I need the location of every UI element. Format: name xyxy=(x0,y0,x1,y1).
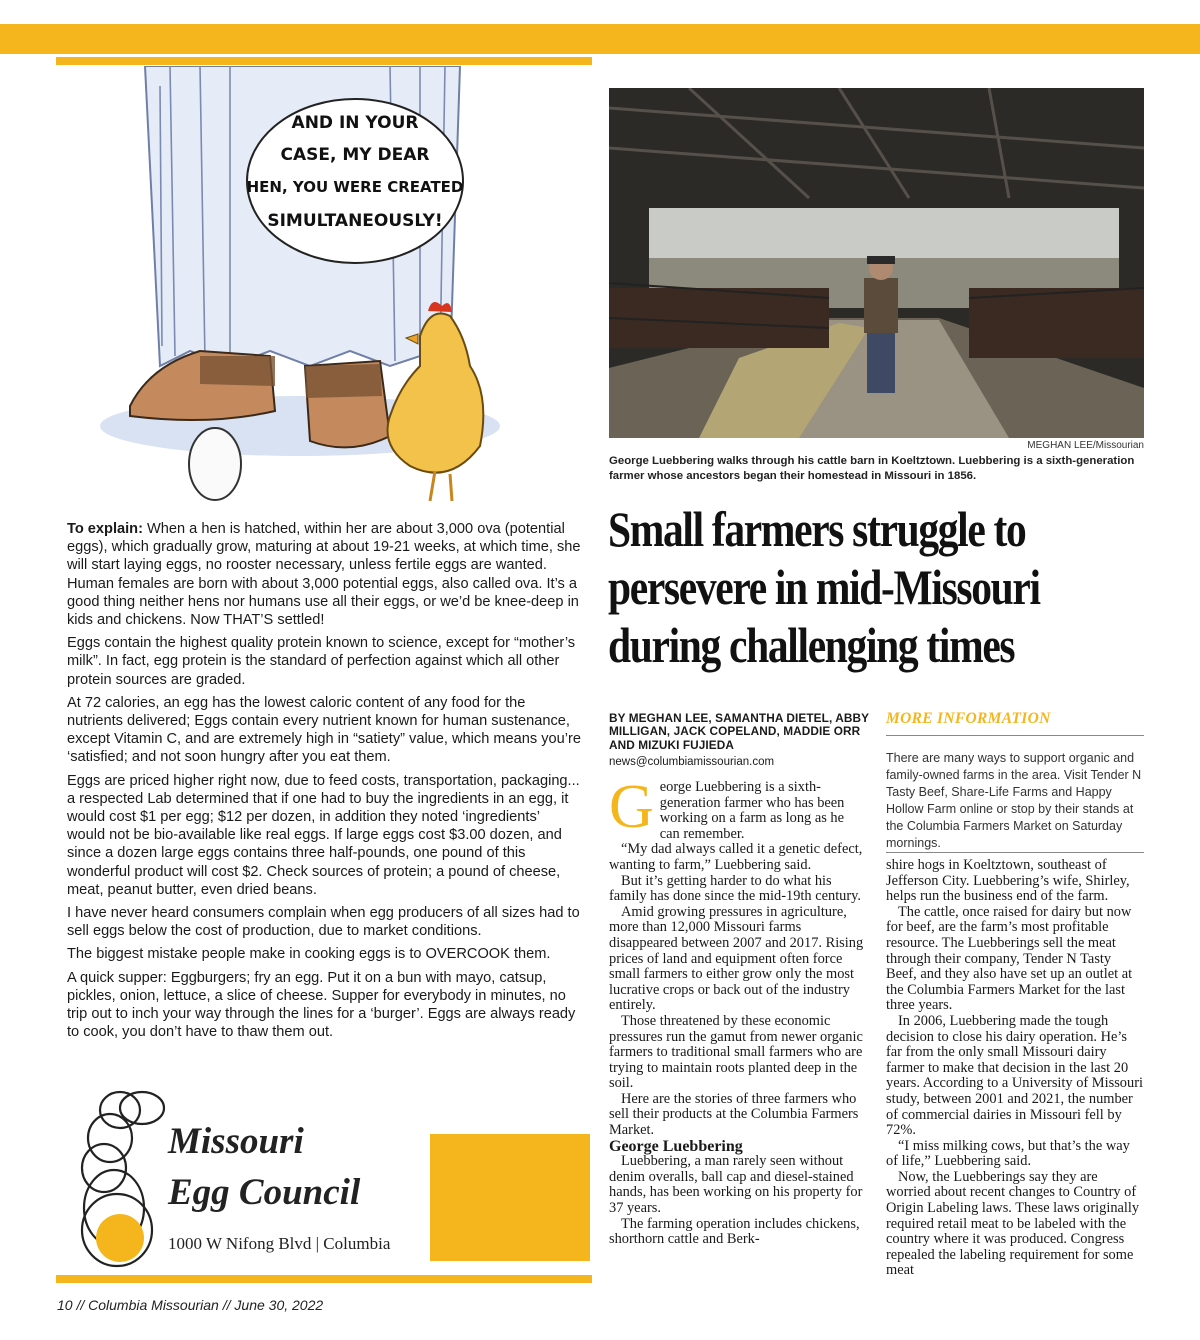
article-col2-paragraph-5: Now, the Luebberings say they are worried about recent changes to Country of Origin Labeling laws. These laws originally required retail meat to be labeled with the country where it was produced. Congress repealed the labeling requirement for some meat xyxy=(886,1168,1140,1279)
explain-lead-label: To explain: xyxy=(67,521,143,537)
article-paragraph-2: “My dad always called it a genetic defect, wanting to farm,” Luebbering said. xyxy=(609,841,863,873)
article-paragraph-8: The farming operation includes chickens, shorthorn cattle and Berk- xyxy=(609,1215,860,1248)
article-col2-paragraph-3: In 2006, Luebbering made the tough decision to close his dairy operation. He’s far from the only small Missouri dairy farmer to make that decision in the last 20 years. According to a University of Missouri study, between 2001 and 2021, the number of commercial dairies in Missouri fell by 72%. xyxy=(886,1012,1143,1139)
explain-paragraph-2: Eggs contain the highest quality protein known to science, except for “mother’s milk”. In fact, egg protein is the standard of perfection against which all other protein sources are graded. xyxy=(67,635,576,688)
barn-photo xyxy=(609,88,1144,438)
explain-paragraph-3: At 72 calories, an egg has the lowest caloric content of any food for the nutrients delivered; Eggs contain every nutrient known for human sustenance, except Vitamin C, and are extremely high in “satiety” value, which means you’re ‘satisfied; and not soon hungry after you eat them. xyxy=(67,694,581,766)
speech-line-1: AND IN YOUR xyxy=(291,113,419,133)
left-column-bottom-rule xyxy=(56,1275,592,1283)
drop-cap: G xyxy=(609,773,654,841)
page-footer: 10 // Columbia Missourian // June 30, 2022 xyxy=(57,1297,324,1313)
more-info-bottom-rule xyxy=(886,852,1144,853)
left-column-top-rule xyxy=(56,57,592,65)
speech-line-2: CASE, MY DEAR xyxy=(280,145,430,165)
explain-paragraph-7: A quick supper: Eggburgers; fry an egg. Put it on a bun with mayo, catsup, pickles, onion, lettuce, a slice of cheese. Supper for everybody in minutes, no trip out to inch your way through the lines for a ‘burger’. Eggs are always ready to cook, you don’t have to thaw them out. xyxy=(67,969,576,1041)
photo-credit: MEGHAN LEE/Missourian xyxy=(1027,440,1144,451)
article-col2-paragraph-1: shire hogs in Koeltztown, southeast of Jefferson City. Luebbering’s wife, Shirley, helps run the business end of the farm. xyxy=(886,857,1130,905)
article-column-2 xyxy=(886,858,1144,1279)
ad-name-line-2: Egg Council xyxy=(168,1172,361,1213)
speech-line-3: HEN, YOU WERE CREATED xyxy=(246,178,464,196)
article-paragraph-7: Luebbering, a man rarely seen without denim overalls, ball cap and diesel-stained hands, has been working on his property for 37 years. xyxy=(609,1153,863,1217)
article-col2-paragraph-2: The cattle, once raised for dairy but now for beef, are the farm’s most profitable resource. The Luebberings sell the meat through their company, Tender N Tasty Beef, and they also have set up an outlet at the Columbia Farmers Market for the last three years. xyxy=(886,903,1133,1014)
article-paragraph-6: Here are the stories of three farmers who sell their products at the Columbia Farmers Market. xyxy=(609,1090,859,1139)
more-info-title: MORE INFORMATION xyxy=(886,710,1051,727)
top-color-band xyxy=(0,24,1200,54)
speech-line-4: SIMULTANEOUSLY! xyxy=(267,211,443,231)
article-byline: BY MEGHAN LEE, SAMANTHA DIETEL, ABBY MILLIGAN, JACK COPELAND, MADDIE ORR AND MIZUKI FUJIEDA xyxy=(609,711,869,752)
more-info-body: There are many ways to support organic and family-owned farms in the area. Visit Tender N Tasty Beef, Share-Life Farms and Happy Hollow Farm online or stop by their stands at the Columbia Farmers Market on Saturday mornings. xyxy=(886,751,1142,850)
article-paragraph-4: Amid growing pressures in agriculture, more than 12,000 Missouri farms disappeared between 2007 and 2017. Rising prices of land and equipment often force small farmers to either grow only the most lucrative crops or back out of the industry entirely. xyxy=(609,903,864,1014)
ad-address: 1000 W Nifong Blvd | Columbia xyxy=(168,1234,391,1253)
explain-paragraph-4: Eggs are priced higher right now, due to feed costs, transportation, packaging... a respected Lab determined that if one had to buy the ingredients in an egg, it would cost $1 per egg; $12 per dozen, in addition they noted ‘ingredients’ would not be bio-available like real eggs. If large eggs cost $3.00 dozen, and since a dozen large eggs contains three half-pounds, one pound of this wonderful product will cost $2. Check sources of protein; a pound of cheese, meat, peanut butter, even dried beans. xyxy=(67,772,580,898)
article-col2-paragraph-4: “I miss milking cows, but that’s the way of life,” Luebbering said. xyxy=(886,1137,1130,1170)
explain-paragraph-5: I have never heard consumers complain when egg producers of all sizes had to sell eggs below the cost of production, due to market conditions. xyxy=(67,905,580,940)
explain-paragraph-1 xyxy=(67,520,581,629)
more-info-rule xyxy=(886,735,1144,736)
article-headline: Small farmers struggle to persevere in mid-Missouri during challenging times xyxy=(608,501,1040,673)
ad-name-line-1: Missouri xyxy=(168,1121,304,1162)
photo-caption: George Luebbering walks through his cattle barn in Koeltztown. Luebbering is a sixth-generation farmer whose ancestors began their homestead in Missouri in 1856. xyxy=(609,455,1135,482)
article-subhead: George Luebbering xyxy=(609,1137,743,1155)
editorial-cartoon xyxy=(90,66,570,506)
explain-lead-text: When a hen is hatched, within her are about 3,000 ova (potential eggs), which gradually grow, maturing at about 19-21 weeks, at which time, she will start laying eggs, no rooster necessary, unless fertile eggs are wanted. Human females are born with about 3,000 potential eggs, also called ova. It’s a good thing neither hens nor humans use all their eggs, or we’d be knee-deep in kids and chickens. Now THAT’S settled! xyxy=(67,521,581,629)
explain-paragraph-6: The biggest mistake people make in cooking eggs is to OVERCOOK them. xyxy=(67,946,551,963)
article-email[interactable]: news@columbiamissourian.com xyxy=(609,756,775,768)
article-paragraph-1 xyxy=(609,773,867,842)
article-paragraph-5: Those threatened by these economic pressures run the gamut from newer organic farmers to traditional small farmers who are trying to maintain roots planted deep in the soil. xyxy=(609,1012,863,1092)
ad-yellow-block xyxy=(430,1134,590,1261)
article-paragraph-3: But it’s getting harder to do what his family has done since the mid-19th century. xyxy=(609,872,862,905)
egg-facts-text xyxy=(67,520,581,1046)
article-paragraph-1-text: eorge Luebbering is a sixth-generation farmer who has been working on a farm as long as he can remember. xyxy=(659,779,845,842)
article-column-1 xyxy=(609,773,867,1248)
